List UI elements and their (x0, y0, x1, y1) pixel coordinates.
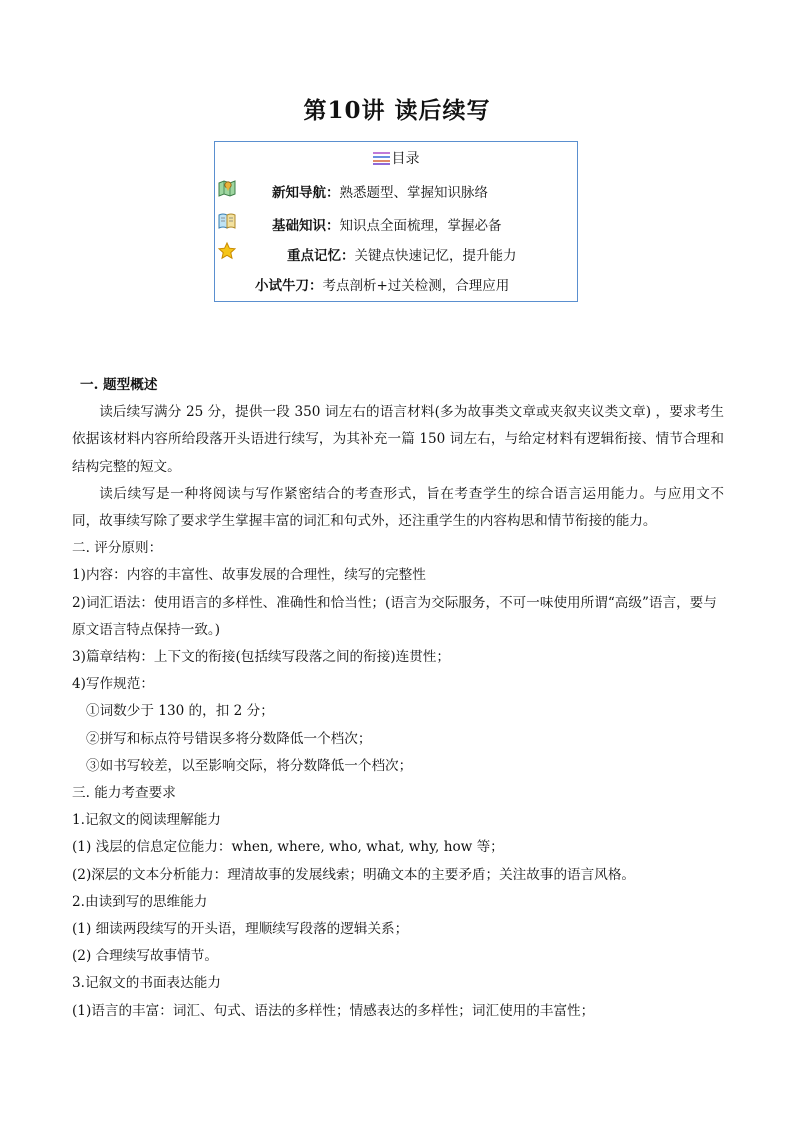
toc-item-desc: 熟悉题型、掌握知识脉络 (339, 185, 488, 201)
book-icon (217, 211, 237, 231)
list-item: 4)写作规范： (72, 676, 154, 693)
list-item: 1.记叙文的阅读理解能力 (72, 812, 221, 829)
paragraph: 读后续写满分 25 分，提供一段 350 词左右的语言材料(多为故事类文章或夹叙夹议类文章) ，要求考生依据该材料内容所给段落开头语进行续写，为其补充一篇 150 词左右，与给定材料有逻辑衔接、情节合理和结构完整的短文。 (72, 404, 724, 475)
list-item: 2)词汇语法：使用语言的多样性、准确性和恰当性；(语言为交际服务，不可一味使用所谓“高级”语言，要与原文语言特点保持一致。) (72, 594, 717, 638)
list-item: 2.由读到写的思维能力 (72, 893, 208, 910)
list-item: 1)内容：内容的丰富性、故事发展的合理性，续写的完整性 (72, 567, 426, 584)
toc-item-desc: 知识点全面梳理，掌握必备 (339, 218, 502, 234)
toc-item-label: 新知导航： (272, 185, 340, 201)
section-heading: 二. 评分原则： (72, 540, 163, 557)
list-item: 3)篇章结构：上下文的衔接(包括续写段落之间的衔接)连贯性； (72, 649, 450, 666)
paragraph: 读后续写是一种将阅读与写作紧密结合的考查形式，旨在考查学生的综合语言运用能力。与应用文不同，故事续写除了要求学生掌握丰富的词汇和句式外，还注重学生的内容构思和情节衔接的能力。 (72, 485, 724, 530)
star-icon (217, 241, 237, 261)
list-item: (2)深层的文本分析能力：理清故事的发展线索；明确文本的主要矛盾；关注故事的语言风格。 (72, 866, 636, 883)
map-icon (217, 178, 237, 198)
toc-item-label: 重点记忆： (287, 248, 355, 264)
section-heading: 一. 题型概述 (80, 377, 158, 393)
page-title: 第10讲 读后续写 (303, 97, 491, 124)
table-of-contents (214, 141, 578, 302)
sub-list-item: ③如书写较差，以至影响交际，将分数降低一个档次； (86, 757, 413, 774)
list-item: (1) 浅层的信息定位能力：when, where, who, what, why, how 等； (72, 839, 504, 856)
sub-list-item: ①词数少于 130 的，扣 2 分； (86, 703, 274, 720)
toc-heading-text: 目录 (391, 151, 420, 167)
list-item: (1) 细读两段续写的开头语，理顺续写段落的逻辑关系； (72, 921, 409, 938)
list-item: (1)语言的丰富：词汇、句式、语法的多样性；情感表达的多样性；词汇使用的丰富性； (72, 1002, 595, 1019)
list-item: (2) 合理续写故事情节。 (72, 948, 218, 965)
toc-item-desc: 关键点快速记忆，提升能力 (354, 248, 517, 264)
list-icon (373, 152, 390, 165)
toc-item-label: 基础知识： (272, 218, 340, 234)
toc-heading (215, 148, 577, 168)
toc-item-label: 小试牛刀： (255, 278, 323, 294)
toc-item-desc: 考点剖析+过关检测，合理应用 (322, 278, 510, 294)
document-body (72, 372, 724, 1025)
sub-list-item: ②拼写和标点符号错误多将分数降低一个档次； (86, 730, 372, 747)
section-heading: 三. 能力考查要求 (72, 785, 176, 802)
list-item: 3.记叙文的书面表达能力 (72, 975, 221, 992)
